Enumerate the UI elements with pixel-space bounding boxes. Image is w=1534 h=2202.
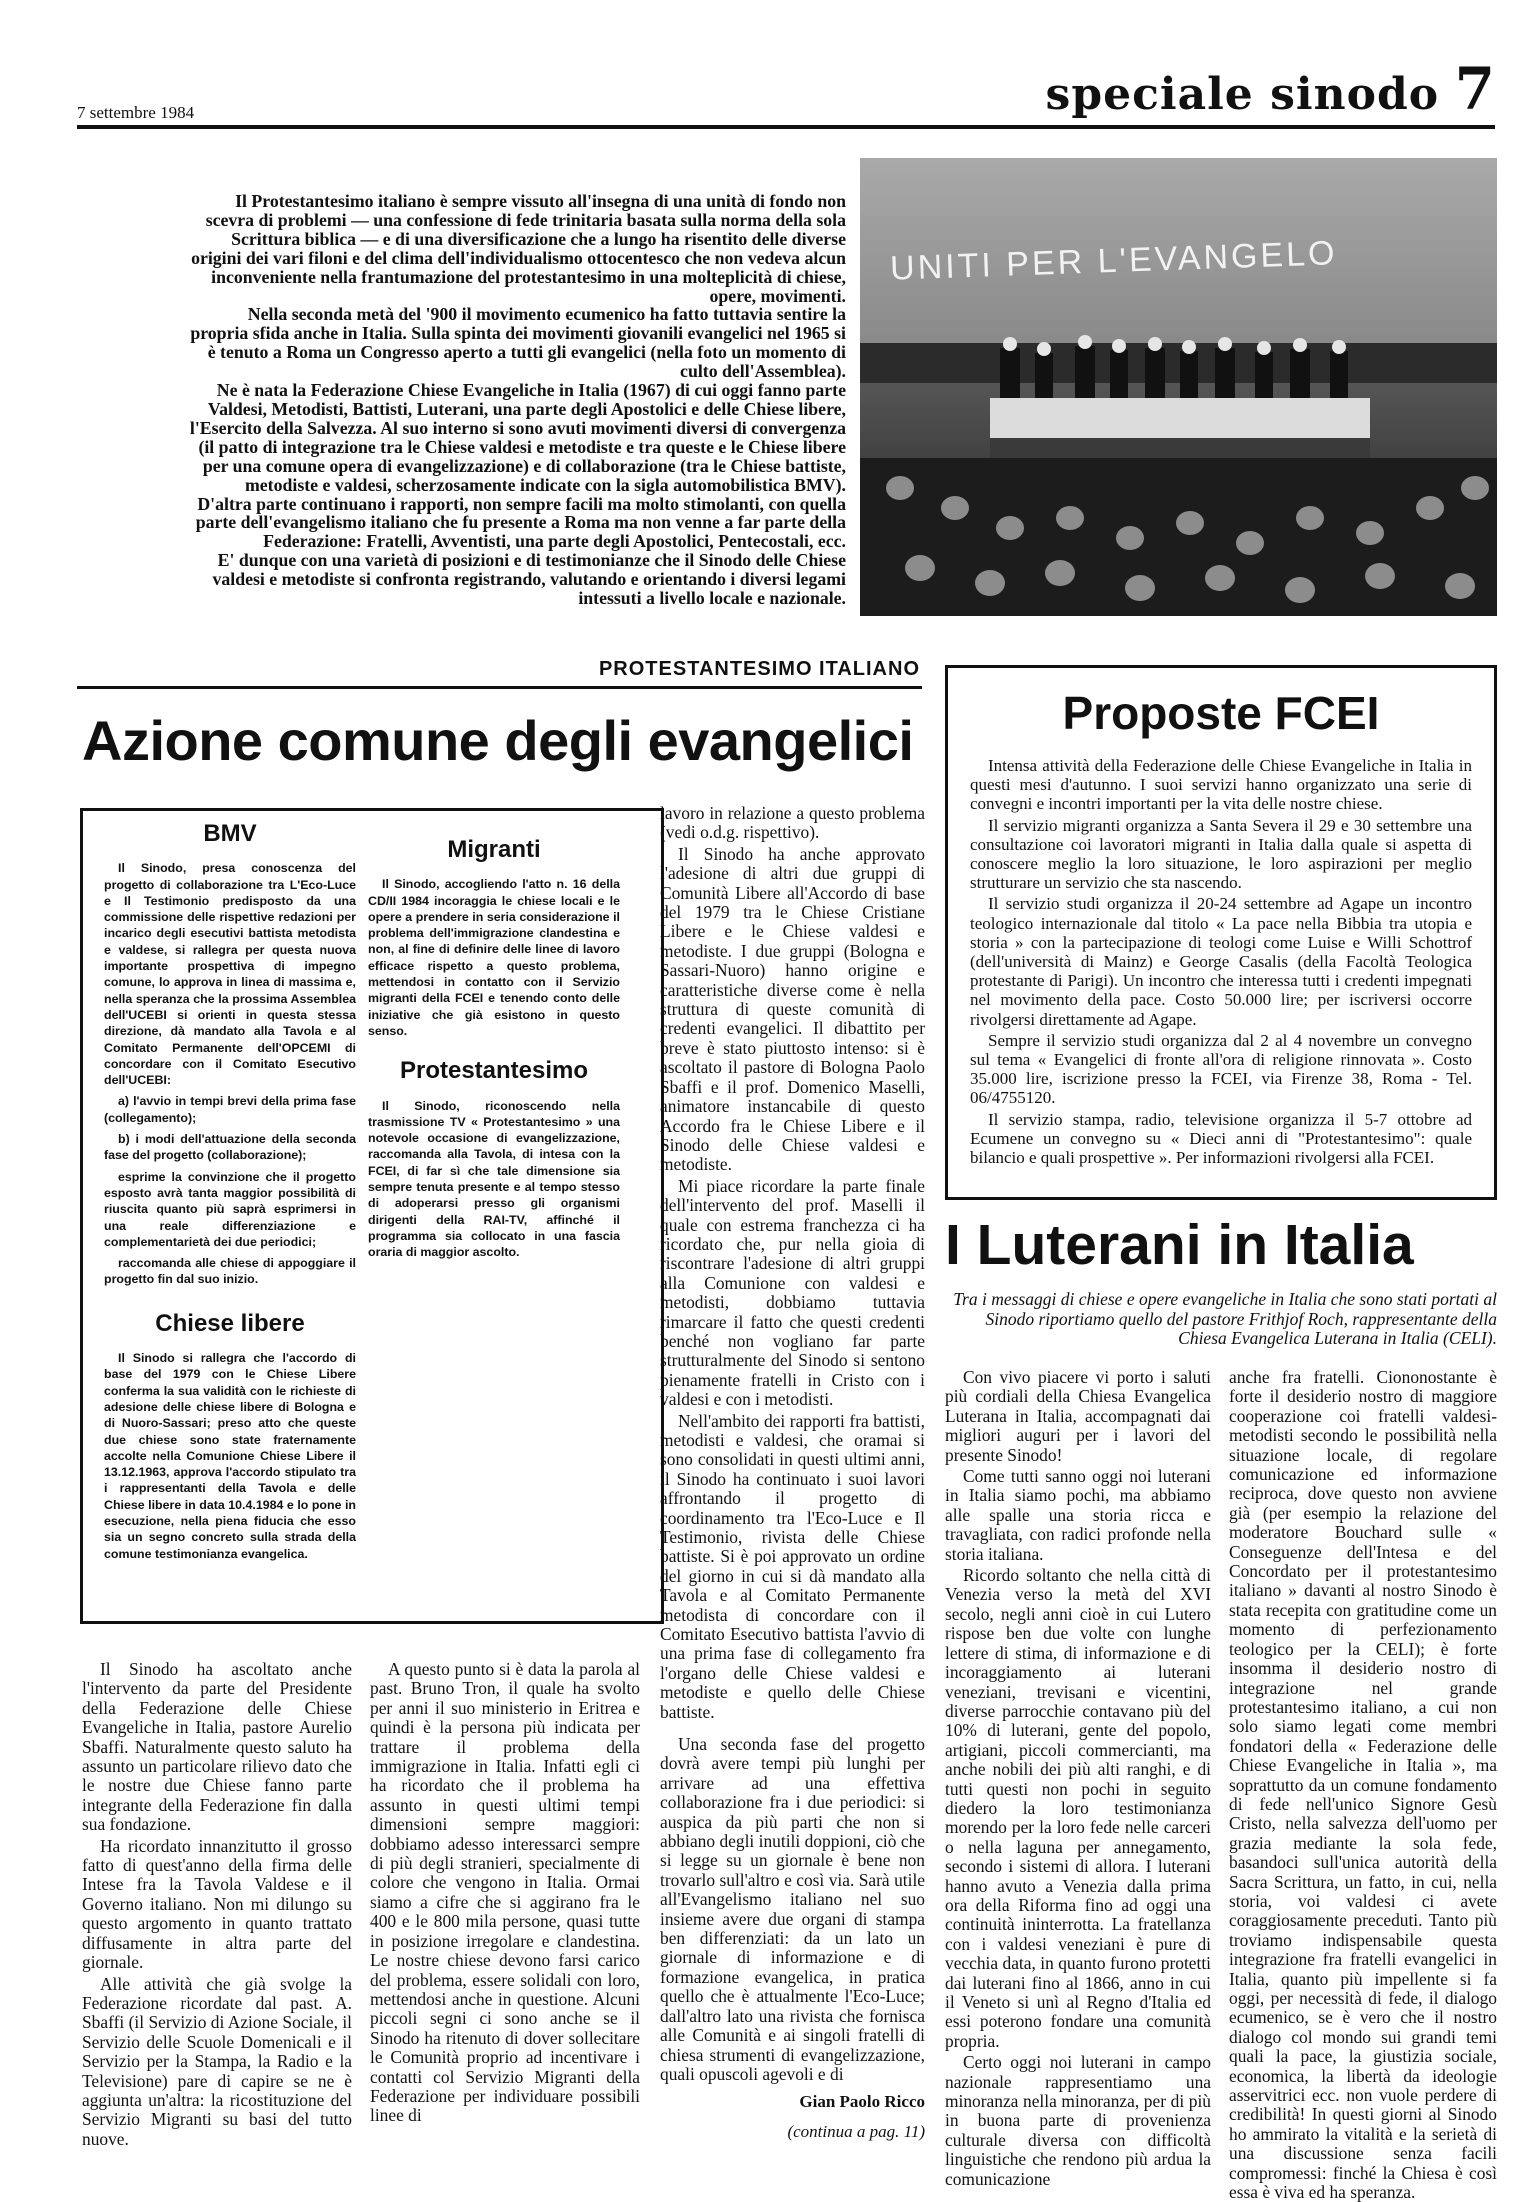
intro-paragraph: D'altra parte continuano i rapporti, non sempre facili ma molto stimolanti, con quella parte dell'evangelismo italiano che fu presente a Roma ma non venne a far parte della Federazione: Fratelli, Avventisti, una parte degli Apostolici, Pentecostali, ecc.	[195, 493, 846, 552]
byline: Gian Paolo Ricco	[799, 2092, 925, 2111]
continued-note: (continua a pag. 11)	[787, 2122, 925, 2141]
migranti-title: Migranti	[447, 836, 541, 863]
page-number: 7	[1454, 55, 1495, 123]
chiese-libere-paragraph: Il Sinodo si rallegra che l'accordo di base del 1979 con le Chiese Libere conferma la sua validità con le richieste di adesione delle chiese libere di Bologna e di Nuoro-Sassari; preso atto che queste due chiese sono state fraternamente accolte nella Comunione Chiese Libere il 13.12.1963, approva l'accordo stipulato tra i rappresentanti della Tavola e delle Chiese libere in data 10.4.1984 e lo pone in esecuzione, nella piena fiducia che esso sia un segno concreto sulla strada della comune testimonianza evangelica.	[104, 1351, 356, 1561]
chiese-libere-title: Chiese libere	[155, 1309, 305, 1337]
fcei-box	[945, 665, 1497, 1200]
bmv-title: BMV	[203, 820, 257, 847]
luterani-column-2	[1229, 1367, 1497, 2202]
fcei-paragraph: Sempre il servizio studi organizza dal 2 al 4 novembre un convegno sul tema « Evangelici di fronte all'ora di religione rinnovata ». Costo 35.000 lire, iscrizione presso la FCEI, via Firenze 38, Roma - Tel. 06/4755120.	[970, 1030, 1472, 1108]
bmv-paragraph: esprime la convinzione che il progetto esposto avrà tanta maggior possibilità di riuscita quanto più saprà esprimersi in una reale differenziazione e complementarietà dei due periodici;	[104, 1169, 356, 1249]
fcei-paragraph: Il servizio stampa, radio, televisione organizza il 5-7 ottobre ad Ecumene un convegno su « Dieci anni di "Protestantesimo": quale bilancio e quali prospettive ». Per informazioni rivolgersi alla FCEI.	[970, 1109, 1472, 1168]
luterani-paragraph: Con vivo piacere vi porto i saluti più cordiali della Chiesa Evangelica Luterana in Italia, accompagnati dai migliori auguri per i lavori del presente Sinodo!	[945, 1367, 1211, 1465]
luterani-deck: Tra i messaggi di chiese e opere evangeliche in Italia che sono stati portati al Sinodo riportiamo quello del pastore Frithjof Roch, rappresentante della Chiesa Evangelica Luterana in Italia (CELI).	[953, 1289, 1497, 1348]
section-name: speciale sinodo	[1045, 69, 1440, 120]
intro-paragraph: Nella seconda metà del '900 il movimento ecumenico ha fatto tuttavia sentire la propria sfida anche in Italia. Sulla spinta dei movimenti giovanili evangelici nel 1965 si è tenuto a Roma un Congresso aperto a tutti gli evangelici (nella foto un momento di culto dell'Assemblea).	[190, 304, 846, 382]
main-article-column-3-top	[660, 803, 925, 1722]
luterani-column-1	[945, 1367, 1211, 2189]
luterani-headline: I Luterani in Italia	[945, 1213, 1414, 1277]
luterani-paragraph: Certo oggi noi luterani in campo nazionale rappresentiamo una minoranza nella minoranza, per di più in buona parte di provenienza culturale diversa con difficoltà linguistiche che rendono più ardua la comunicazione	[945, 2052, 1211, 2189]
header-rule	[77, 125, 1495, 129]
intro-text	[186, 192, 846, 608]
article-paragraph: A questo punto si è data la parola al past. Bruno Tron, il quale ha svolto per anni il suo ministerio in Eritrea e quindi è la persona più indicata per trattare il problema della immigrazione in Italia. Infatti egli ci ha ricordato che il problema ha assunto in questi ultimi tempi dimensioni sempre maggiori: dobbiamo adesso interessarci sempre di più degli stranieri, specialmente di colore che vengono in Italia. Ormai siamo a cifre che si aggirano fra le 400 e le 800 mila persone, quasi tutte in posizione irregolare e clandestina. Le nostre chiese devono farsi carico del problema, essere solidali con loro, mettendosi anche in questione. Alcuni piccoli segni ci sono anche se il Sinodo ha ritenuto di dover sollecitare le Comunità proprio ad incentivare i contatti col Servizio Migranti della Federazione per individuare possibili linee di	[370, 1659, 640, 2126]
article-paragraph: Una seconda fase del progetto dovrà avere tempi più lunghi per arrivare ad una effettiva collaborazione fra i due periodici: si auspica da più parti che non si abbiano degli inutili doppioni, ciò che si legge su un giornale è bene non trovarlo sull'altro e così via. Sarà utile all'Evangelismo italiano nel suo insieme avere due organi di stampa ben differenziati: da un lato un giornale di informazione e di formazione evangelica, in pratica quello che è attualmente l'Eco-Luce; dall'altro lato una rivista che fornisca alle Comunità e ai singoli fratelli di chiesa strumenti di evangelizzazione, quali opuscoli agevoli e di	[660, 1734, 925, 2084]
main-article-column-3-bottom	[660, 1734, 925, 2084]
kicker-rule	[77, 686, 922, 689]
luterani-paragraph: Come tutti sanno oggi noi luterani in Italia siamo pochi, ma abbiamo alle spalle una storia ricca e travagliata, con radici profonde nella storia italiana.	[945, 1466, 1211, 1564]
fcei-paragraph: Intensa attività della Federazione delle Chiese Evangeliche in Italia in questi mesi d'autunno. I suoi servizi hanno organizzato una serie di convegni e incontri importanti per la vita delle nostre chiese.	[970, 756, 1472, 814]
article-paragraph: Mi piace ricordare la parte finale dell'intervento del prof. Maselli il quale con estrema franchezza ci ha ricordato che, pur nella gioia di riscontrare l'adesione di altri gruppi alla Comunione con valdesi e metodisti, dobbiamo tuttavia rimarcare il fatto che questi credenti benché non vogliano far parte strutturalmente del Sinodo si sentono pienamente fratelli in Cristo con i valdesi e con i metodisti.	[660, 1175, 925, 1410]
article-paragraph: Nell'ambito dei rapporti fra battisti, metodisti e valdesi, che oramai si sono consolidati in questi ultimi anni, il Sinodo ha continuato i suoi lavori affrontando il progetto di coordinamento tra l'Eco-Luce e Il Testimonio, rivista delle Chiese battiste. Si è poi approvato un ordine del giorno in cui si dà mandato alla Tavola e al Comitato Permanente metodista di concordare con il Comitato Esecutivo battista l'avvio di una prima fase di collegamento fra l'organo delle Chiese valdesi e metodiste e quello delle Chiese battiste.	[660, 1410, 925, 1722]
protestantesimo-title: Protestantesimo	[399, 1057, 589, 1085]
main-article-column-2	[370, 1660, 640, 2130]
article-paragraph: lavoro in relazione a questo problema (vedi o.d.g. rispettivo).	[660, 803, 925, 843]
fcei-body	[970, 756, 1472, 1176]
fcei-paragraph: Il servizio migranti organizza a Santa Severa il 29 e 30 settembre una consultazione coi lavoratori migranti in Italia dalla quale si aspetta di conoscere meglio la loro situazione, le loro aspirazioni per meglio strutturare un servizio che sta nascendo.	[970, 815, 1472, 893]
intro-paragraph: Il Protestantesimo italiano è sempre vissuto all'insegna di una unità di fondo non scevra di problemi — una confessione di fede trinitaria basata sulla norma della sola Scrittura biblica — e di una diversificazione che a lungo ha risentito delle diverse origini dei vari filoni e del clima dell'individualismo ottocentesco che non vedeva alcun inconveniente nella frantumazione del protestantesimo in una molteplicità di chiese, opere, movimenti.	[191, 191, 846, 306]
fcei-paragraph: Il servizio studi organizza il 20-24 settembre ad Agape un incontro teologico internazionale dal titolo « La pace nella Bibbia tra utopia e storia » con la partecipazione di teologi come Luise e Willi Schottrof (dell'università di Mainz) e George Casalis (della Facoltà Teologica protestante di Parigi). Un incontro che interessa tutti i credenti impegnati nel movimento della pace. Costo 50.000 lire; per iscriversi occorre rivolgersi direttamente ad Agape.	[970, 894, 1472, 1029]
article-paragraph: Ha ricordato innanzitutto il grosso fatto di quest'anno della firma delle Intese fra la Tavola Valdese e il Governo italiano. Non mi dilungo su questo argomento in quanto trattato diffusamente in altra parte del giornale.	[82, 1835, 352, 1973]
luterani-paragraph: anche fra fratelli. Ciononostante è forte il desiderio nostro di maggiore cooperazione coi fratelli valdesi-metodisti secondo le possibilità nella situazione locale, di regolare comunicazione ed informazione reciproca, dove questo non avviene già (per esempio la relazione del moderatore Bouchard sulle « Conseguenze dell'Intesa e del Concordato per il protestantesimo italiano » davanti al nostro Sinodo è stata recepita con gratitudine come un momento di perfezionamento teologico per la CELI); è forte insomma il desiderio nostro di integrazione nel grande protestantesimo italiano, a cui non solo siamo legati come membri fondatori della « Federazione delle Chiese Evangeliche in Italia », ma soprattutto da un comune fondamento di fede nell'unico Signore Gesù Cristo, nella salvezza dell'uomo per grazia mediante la sola fede, basandoci sull'unica autorità della Sacra Scrittura, un fatto, in cui, nella storia, voi valdesi ci avete coraggiosamente preceduti. Tanto più troviamo indispensabile questa integrazione fra fratelli evangelici in Italia, quanto più impellente si fa oggi, per necessità di fede, il dialogo ecumenico, se è vero che il nostro dialogo col mondo sui grandi temi quali la pace, la giustizia sociale, economica, la libertà da ideologie asservitrici ecc. non vuole perdere di credibilità! In questi giorni al Sinodo ho ammirato la vitalità e la serietà di una discussione senza facili compromessi: finché la Chiesa è così essa è viva ed ha speranza.	[1229, 1367, 1497, 2202]
section-title	[985, 55, 1495, 123]
issue-date: 7 settembre 1984	[77, 103, 195, 122]
migranti-paragraph: Il Sinodo, accogliendo l'atto n. 16 della CD/II 1984 incoraggia le chiese locali e le opere a prendere in seria considerazione il problema dell'immigrazione clandestina e non, al fine di definire delle linee di lavoro efficace rispetto a questo problema, mettendosi in contatto con il Servizio migranti della FCEI e tenendo conto delle iniziative che già esistono in questo senso.	[368, 877, 620, 1038]
article-paragraph: Il Sinodo ha ascoltato anche l'intervento da parte del Presidente della Federazione delle Chiese Evangeliche in Italia, pastore Aurelio Sbaffi. Naturalmente questo saluto ha assunto un particolare rilievo dato che le nostre due Chiese fanno parte integrante della Federazione fin dalla sua fondazione.	[82, 1659, 352, 1835]
box-column-right	[368, 832, 620, 1612]
bmv-paragraph: a) l'avvio in tempi brevi della prima fase (collegamento);	[104, 1094, 356, 1125]
section-kicker: PROTESTANTESIMO ITALIANO	[598, 658, 920, 680]
fcei-title: Proposte FCEI	[1062, 687, 1380, 739]
bmv-paragraph: Il Sinodo, presa conoscenza del progetto di collaborazione tra L'Eco-Luce e Il Testimonio predisposto da una commissione delle rispettive redazioni per incarico degli esecutivi battista metodista e valdese, si rallegra per questa nuova importante prospettiva di impegno comune, lo approva in linea di massima e, nella speranza che la prossima Assemblea dell'UCEBI si orienti in questa stessa direzione, dà mandato alla Tavola e al Comitato Permanente dell'OPCEMI di concordare con il Comitato Esecutivo dell'UCEBI:	[104, 861, 356, 1088]
box-column-left	[104, 820, 356, 1610]
assembly-photo	[860, 158, 1497, 616]
intro-paragraph: Ne è nata la Federazione Chiese Evangeliche in Italia (1967) di cui oggi fanno parte Valdesi, Metodisti, Battisti, Luterani, una parte degli Apostolici e delle Chiese libere, l'Esercito della Salvezza. Al suo interno si sono avuti movimenti diversi di convergenza (il patto di integrazione tra le Chiese valdesi e metodiste e tra queste e le Chiese libere per una comune opera di evangelizzazione) e di collaborazione (tra le Chiese battiste, metodiste e valdesi, scherzosamente indicate con la sigla automobilistica BMV).	[189, 380, 846, 495]
photo-illustration	[860, 158, 1497, 616]
main-headline: Azione comune degli evangelici	[82, 709, 914, 772]
protestantesimo-paragraph: Il Sinodo, riconoscendo nella trasmissione TV « Protestantesimo » una notevole occasione di evangelizzazione, raccomanda alla Tavola, di intesa con la FCEI, di far sì che tale dimensione sia sempre tenuta presente e al tempo stesso di adoperarsi presso gli organismi dirigenti della RAI-TV, affinché il programma sia collocato in una fascia oraria di maggior ascolto.	[368, 1098, 620, 1260]
bmv-paragraph: b) i modi dell'attuazione della seconda fase del progetto (collaborazione);	[104, 1132, 356, 1163]
luterani-paragraph: Ricordo soltanto che nella città di Venezia verso la metà del XVI secolo, negli anni cioè in cui Lutero rispose ben due volte con lunghe lettere di stima, di informazione e di incoraggiamento ai luterani veneziani, trevisani e vicentini, diverse parrocchie contavano più del 10% di luterani, gente del popolo, artigiani, piccoli commercianti, ma anche nobili dei più alti ranghi, e di tutti questi non pochi in seguito diedero la loro testimonianza morendo per la loro fede nelle carceri o nella laguna per annegamento, secondo i sistemi di allora. I luterani hanno avuto a Venezia dalla prima ora della Riforma fino ad oggi una continuità ininterrotta. La fratellanza con i valdesi veneziani è pure di vecchia data, in quanto furono protetti dai luterani fino al 1866, anno in cui il Veneto si unì al Regno d'Italia ed essi poterono fondare una comunità propria.	[945, 1565, 1211, 2051]
article-paragraph: Alle attività che già svolge la Federazione ricordate dal past. A. Sbaffi (il Servizio di Azione Sociale, il Servizio delle Scuole Domenicali e il Servizio per la Stampa, la Radio e la Televisione) pare di capire se ne è aggiunta un'altra: la ricostituzione del Servizio Migranti su basi del tutto nuove.	[82, 1973, 352, 2149]
main-article-column-1	[82, 1659, 352, 2149]
photo-banner: UNITI PER L'EVANGELO	[889, 234, 1339, 288]
article-paragraph: Il Sinodo ha anche approvato l'adesione di altri due gruppi di Comunità Libere all'Accordo di base del 1979 tra le Chiese Cristiane Libere e le Chiese valdesi e metodiste. I due gruppi (Bologna e Sassari-Nuoro) hanno origine e caratteristiche diverse come è nella struttura di queste comunità di credenti evangelici. Il dibattito per breve è stato piuttosto intenso: si è ascoltato il pastore di Bologna Paolo Sbaffi e il prof. Domenico Maselli, animatore instancabile di questo Accordo fra le Chiese Libere e il Sinodo delle Chiese valdesi e metodiste.	[660, 843, 925, 1175]
intro-paragraph: E' dunque con una varietà di posizioni e di testimonianze che il Sinodo delle Chiese valdesi e metodiste si confronta registrando, valutando e orientando i diversi legami intessuti a livello locale e nazionale.	[212, 550, 846, 609]
bmv-paragraph: raccomanda alle chiese di appoggiare il progetto fin dal suo inizio.	[104, 1256, 356, 1287]
